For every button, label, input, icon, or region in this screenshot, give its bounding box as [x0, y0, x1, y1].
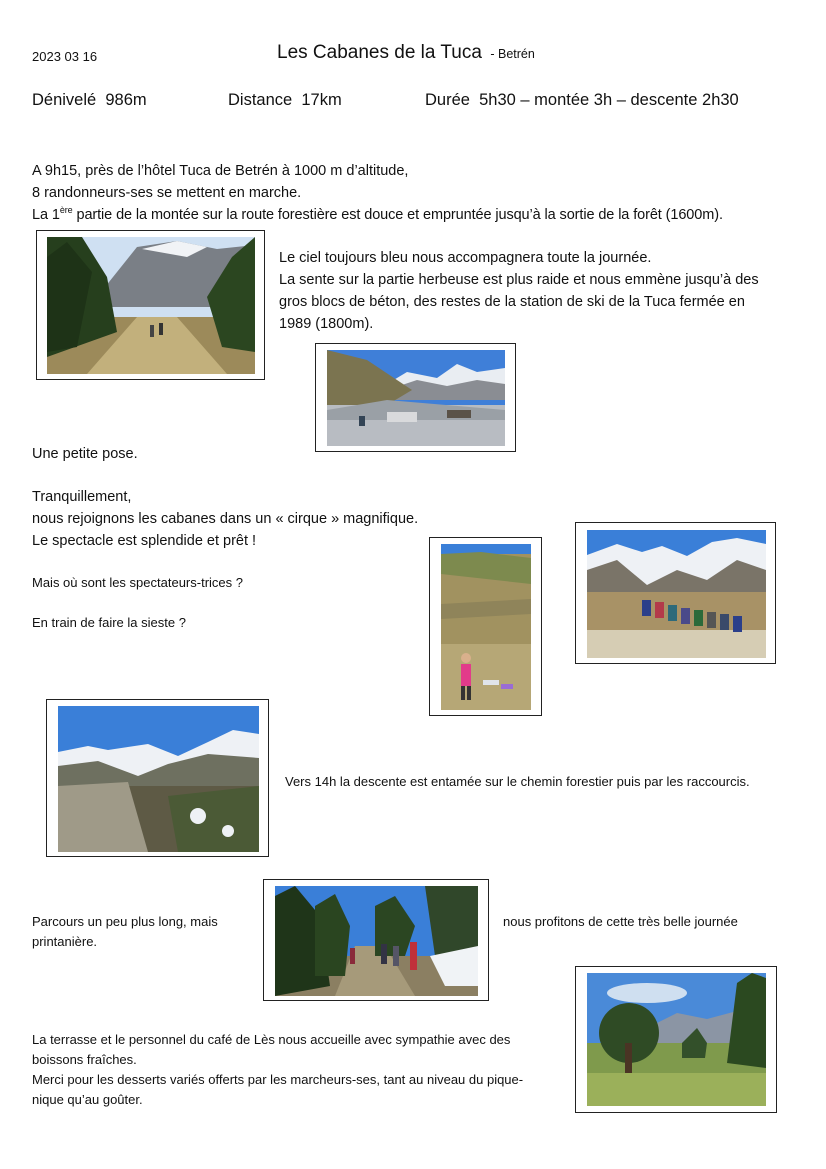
- concrete-blocks-image: [327, 350, 505, 446]
- intro-text: partie de la montée sur la route forestière est douce et empruntée jusqu’à la sortie de la forêt (1600m).: [72, 207, 723, 223]
- sky-paragraph: [279, 247, 789, 335]
- photo-cirque-chairs: [575, 522, 776, 664]
- tree-meadow-image: [587, 973, 766, 1106]
- intro-line: A 9h15, près de l’hôtel Tuca de Betrén à 1000 m d’altitude,: [32, 163, 409, 179]
- sky-line: 1989 (1800m).: [279, 316, 374, 332]
- stat-distance: Distance 17km: [228, 91, 342, 109]
- date: 2023 03 16: [32, 49, 98, 64]
- cirque-line: Tranquillement,: [32, 489, 132, 505]
- intro-paragraph: [32, 160, 812, 226]
- terrace-paragraph: [32, 1030, 572, 1110]
- stat-elevation: Dénivelé 986m: [32, 91, 147, 109]
- photo-concrete-blocks: [315, 343, 516, 452]
- cirque-line: Le spectacle est splendide et prêt !: [32, 533, 257, 549]
- terrace-line: nique qu’au goûter.: [32, 1092, 143, 1107]
- question-spectators: Mais où sont les spectateurs-trices ?: [32, 575, 243, 590]
- page-subtitle: - Betrén: [490, 47, 535, 61]
- terrace-line: boissons fraîches.: [32, 1052, 137, 1067]
- valley-image: [58, 706, 259, 852]
- forest-road-image: [47, 237, 255, 374]
- photo-hiker-portrait: [429, 537, 542, 716]
- terrace-line: Merci pour les desserts variés offerts par les marcheurs-ses, tant au niveau du pique-: [32, 1072, 524, 1087]
- title-block: [277, 42, 535, 64]
- page-title: Les Cabanes de la Tuca: [277, 42, 482, 63]
- intro-text: La 1: [32, 207, 60, 223]
- photo-group-path: [263, 879, 489, 1001]
- stat-duration: Durée 5h30 – montée 3h – descente 2h30: [425, 91, 739, 109]
- sky-line: gros blocs de béton, des restes de la station de ski de la Tuca fermée en: [279, 294, 745, 310]
- longer-caption-left: Parcours un peu plus long, mais: [32, 914, 218, 929]
- longer-caption-right: nous profitons de cette très belle journée: [503, 914, 738, 929]
- photo-forest-road: [36, 230, 265, 380]
- sky-line: Le ciel toujours bleu nous accompagnera toute la journée.: [279, 250, 652, 266]
- intro-line: 8 randonneurs-ses se mettent en marche.: [32, 185, 302, 201]
- group-path-image: [275, 886, 478, 996]
- hiker-portrait-image: [441, 544, 531, 710]
- longer-caption-next: printanière.: [32, 934, 98, 949]
- photo-valley: [46, 699, 269, 857]
- descent-caption: Vers 14h la descente est entamée sur le chemin forestier puis par les raccourcis.: [285, 774, 750, 789]
- terrace-line: La terrasse et le personnel du café de Lès nous accueille avec sympathie avec des: [32, 1032, 511, 1047]
- photo-tree-meadow: [575, 966, 777, 1113]
- cirque-line: nous rejoignons les cabanes dans un « cirque » magnifique.: [32, 511, 419, 527]
- question-nap: En train de faire la sieste ?: [32, 615, 186, 630]
- sky-line: La sente sur la partie herbeuse est plus raide et nous emmène jusqu’à des: [279, 272, 759, 288]
- pose-caption: Une petite pose.: [32, 446, 138, 462]
- intro-line: [32, 204, 812, 226]
- superscript: ère: [59, 205, 73, 216]
- cirque-chairs-image: [587, 530, 766, 658]
- cirque-paragraph: [32, 486, 452, 552]
